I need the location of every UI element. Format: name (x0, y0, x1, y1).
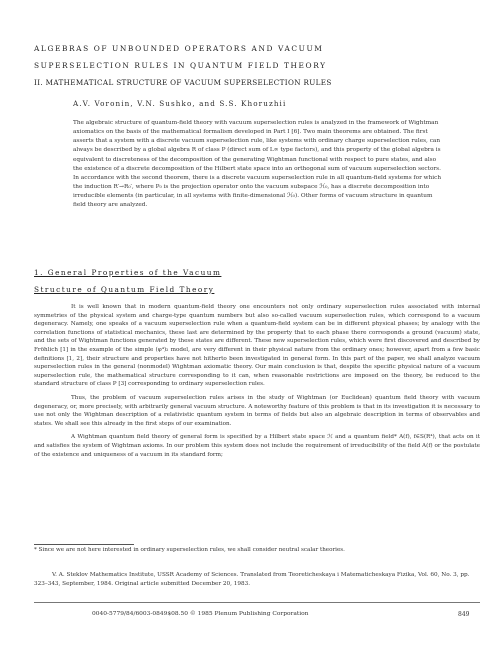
abstract (73, 119, 445, 211)
bottom-rule (34, 602, 480, 603)
subtitle: II. MATHEMATICAL STRUCTURE OF VACUUM SUPERSELECTION RULES (34, 78, 332, 87)
title-line-1: ALGEBRAS OF UNBOUNDED OPERATORS AND VACUUM (34, 44, 324, 53)
body-paragraph-2: Thus, the problem of vacuum superselection rules arises in the study of Wightman (or Euclidean) quantum field theory with vacuum degeneracy, or, more precisely, with arbitrarily general vacuum structure. A noteworthy feature of this problem is that in its investigation it is necessary to use not only the Wightman description of a relativistic quantum system in terms of fields but also an algebraic description in terms of observables and states. We shall see this already in the first steps of our examination. (34, 394, 480, 427)
footnote-rule (34, 544, 134, 545)
section-subheading: Structure of Quantum Field Theory (34, 285, 215, 294)
copyright-line: 0040-5779/84/6003-0849$08.50 © 1985 Plenum Publishing Corporation (92, 611, 309, 617)
affiliation-note (34, 571, 480, 588)
body-paragraph-1: It is well known that in modern quantum-field theory one encounters not only ordinary superselection rules associated with internal symmetries of the physical system and charge-type quantum numbers but also so-called vacuum superselection rules, which correspond to a vacuum degeneracy. Namely, one speaks of a vacuum superselection rule when a quantum-field system can be in different physical phases; by analogy with the correlation functions of statistical mechanics, these last are determined by the property that to each phase there corresponds a ground (vacuum) state, and the sets of Wightman functions generated by these states are different. These new superselection rules, which were first discovered and described by Fröhlich [1] in the example of the simple (φ⁴)₂ model, are very different in their physical nature from the ordinary ones; however, apart from a few basic definitions [1, 2], their structure and properties have not hitherto been investigated in general form. In this part of the paper, we shall analyze vacuum superselection rules in the general (nonmodel) Wightman axiomatic theory. Our main conclusion is that, despite the specific physical nature of a vacuum superselection rule, the mathematical structure corresponding to it can, when reasonable restrictions are imposed on the theory, be reduced to the standard structure of class P [3] corresponding to ordinary superselection rules. (34, 304, 480, 388)
authors: A.V. Voronin, V.N. Sushko, and S.S. Khoruzhii (73, 99, 287, 108)
footnote: * Since we are not here interested in ordinary superselection rules, we shall consider neutral scalar theories. (34, 547, 345, 553)
title-line-2: SUPERSELECTION RULES IN QUANTUM FIELD THEORY (34, 61, 327, 70)
body-text (34, 303, 480, 464)
page-number: 849 (458, 611, 470, 618)
body-paragraph-3: A Wightman quantum field theory of general form is specified by a Hilbert state space ℋ and a quantum field* A(f), f∈S(R⁴), that acts on it and satisfies the system of Wightman axioms. In our problem this system does not include the requirement of irreducibility of the field A(f) or the postulate of the existence and uniqueness of a vacuum in its standard form; (34, 434, 480, 458)
abstract-text: The algebraic structure of quantum-field theory with vacuum superselection rules is analyzed in the framework of Wightman axiomatics on the basis of the mathematical formalism developed in Part I [6]. Two main theorems are obtained. The first asserts that a system with a discrete vacuum superselection rule, like systems with ordinary charge superselection rules, can always be described by a global algebra R of class P (direct sum of L∞ type factors), and this property of the global algebra is equivalent to discreteness of the decomposition of the generating Wightman functional with respect to pure states, and also the existence of a discrete decomposition of the Hilbert state space into an orthogonal sum of vacuum superselection sectors. In accordance with the second theorem, there is a discrete vacuum superselection rule in all quantum-field systems for which the induction R′→R₀′, where P₀ is the projection operator onto the vacuum subspace ℋ₀, has a discrete decomposition into irreducible elements (in particular, in all systems with finite-dimensional ℋ₀). Other forms of vacuum structure in quantum field theory are analyzed. (73, 120, 442, 209)
section-heading: 1. General Properties of the Vacuum (34, 268, 222, 277)
affiliation-text: V. A. Steklov Mathematics Institute, USSR Academy of Sciences. Translated from Teoreticheskaya i Matematicheskaya Fizika, Vol. 60, No. 3, pp. 323–343, September, 1984. Original article submitted December 20, 1983. (34, 572, 470, 587)
